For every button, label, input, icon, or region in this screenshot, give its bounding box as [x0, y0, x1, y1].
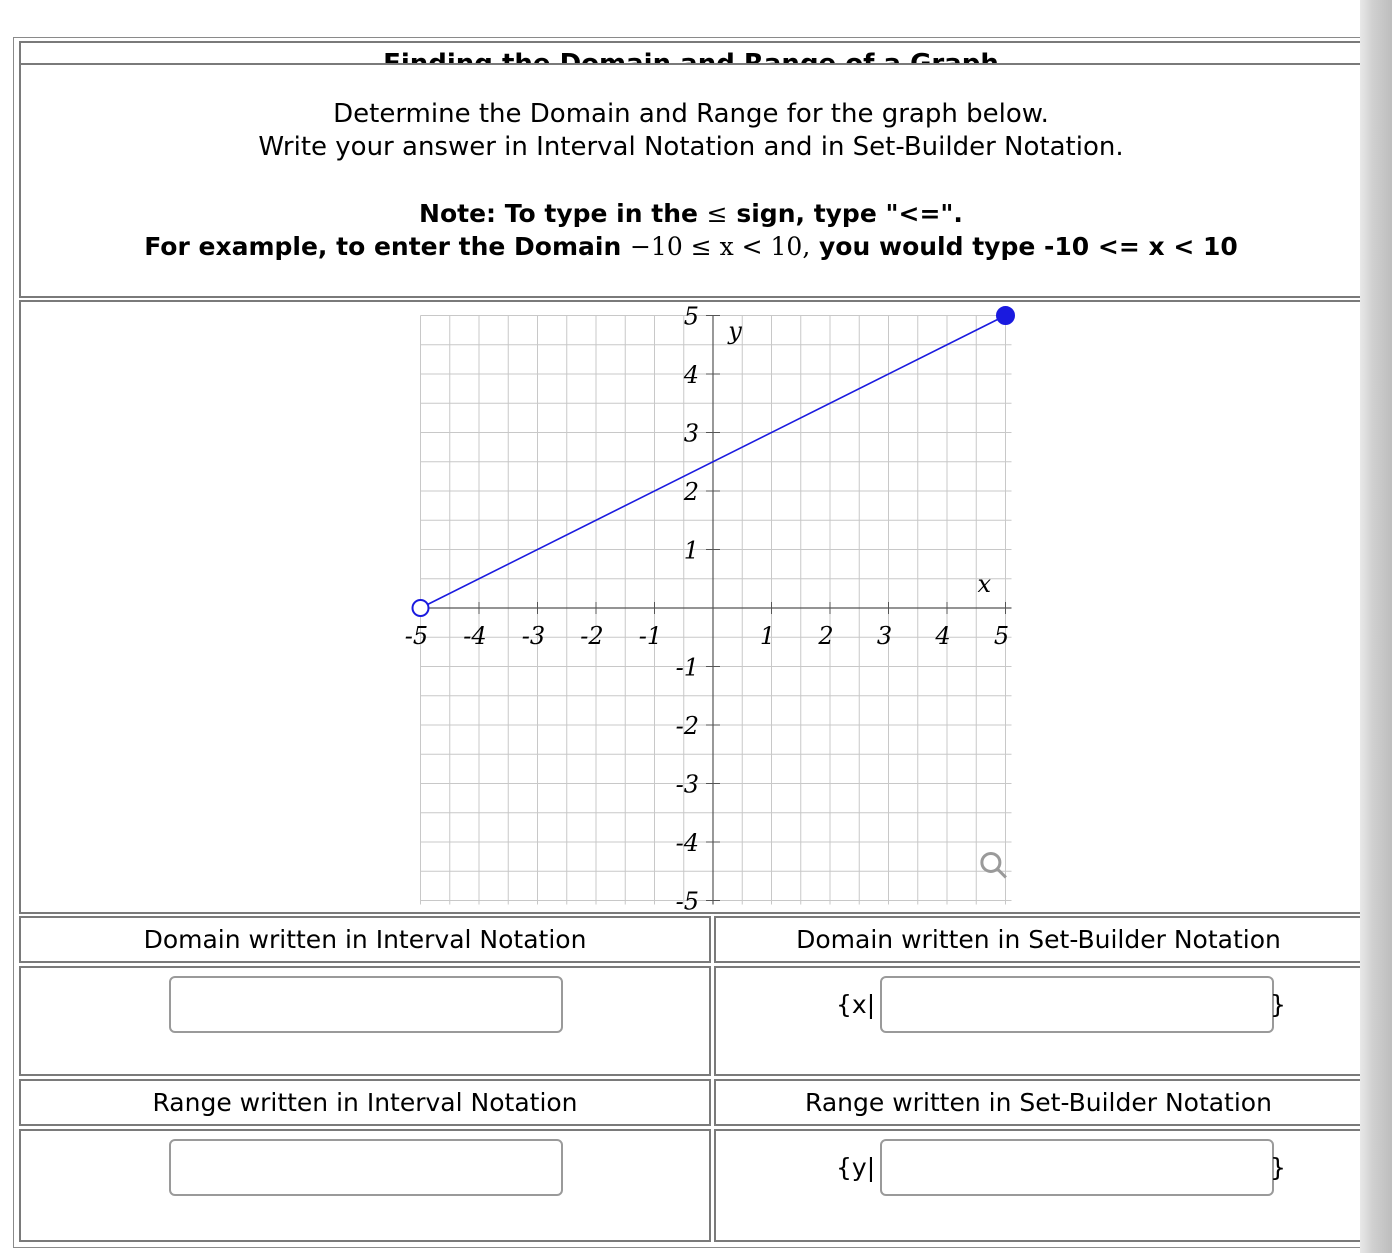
range-interval-header: Range written in Interval Notation: [19, 1079, 711, 1126]
domain-setbuilder-header: Domain written in Set-Builder Notation: [714, 916, 1361, 963]
y-tick-label: -5: [675, 887, 699, 912]
instructions-text: [21, 98, 1361, 164]
example-line: [21, 230, 1361, 263]
range-setbuilder-header: Range written in Set-Builder Notation: [714, 1079, 1361, 1126]
y-tick-label: -3: [675, 770, 699, 799]
x-tick-label: 5: [993, 622, 1010, 650]
range-set-prefix: {y|: [836, 1153, 876, 1182]
range-interval-cell: [19, 1129, 711, 1242]
y-tick-label: -2: [675, 712, 699, 740]
y-tick-label: -4: [675, 829, 699, 857]
range-setbuilder-cell: [714, 1129, 1361, 1242]
range-interval-input[interactable]: [169, 1139, 563, 1196]
example-math: −10 ≤ x < 10,: [629, 232, 811, 261]
y-tick-label: 3: [683, 419, 699, 448]
note-line: [21, 197, 1361, 230]
note-suffix: sign, type "<=".: [736, 199, 963, 228]
coordinate-graph: [21, 302, 1361, 912]
leq-symbol: ≤: [706, 199, 728, 228]
x-tick-label: 4: [935, 622, 951, 650]
domain-interval-header: Domain written in Interval Notation: [19, 916, 711, 963]
domain-interval-cell: [19, 966, 711, 1076]
note-prefix: Note: To type in the: [419, 199, 698, 228]
range-set-close-brace: }: [1270, 1153, 1286, 1182]
instruction-line-2: Write your answer in Interval Notation and in Set-Builder Notation.: [258, 132, 1124, 162]
closed-endpoint: [997, 307, 1015, 325]
magnifier-icon[interactable]: [982, 853, 1006, 877]
instructions-panel: [19, 63, 1361, 298]
range-setbuilder-input[interactable]: [880, 1139, 1274, 1196]
x-tick-label: 3: [876, 622, 893, 650]
domain-set-prefix: {x|: [836, 990, 876, 1019]
domain-setbuilder-cell: [714, 966, 1361, 1076]
example-suffix: you would type -10 <= x < 10: [819, 232, 1238, 261]
y-tick-label: 2: [683, 478, 699, 506]
y-tick-label: -1: [675, 653, 699, 682]
note-text: [21, 197, 1361, 263]
page-scrollbar[interactable]: [1360, 0, 1392, 1253]
x-tick-label: -1: [638, 622, 663, 650]
x-axis-label: x: [977, 570, 992, 598]
domain-setbuilder-input[interactable]: [880, 976, 1274, 1033]
open-endpoint: [413, 600, 429, 616]
x-tick-label: -3: [521, 622, 546, 650]
x-tick-label: 2: [818, 622, 834, 650]
domain-interval-input[interactable]: [169, 976, 563, 1033]
example-prefix: For example, to enter the Domain: [144, 232, 622, 261]
x-tick-label: -2: [580, 622, 604, 650]
x-tick-label: 1: [759, 622, 776, 650]
domain-set-close-brace: }: [1270, 990, 1286, 1019]
instruction-line-1: Determine the Domain and Range for the graph below.: [333, 99, 1049, 129]
y-axis-label: y: [728, 316, 742, 345]
y-tick-label: 5: [683, 302, 699, 331]
y-tick-label: 4: [683, 361, 699, 389]
x-tick-label: -4: [463, 622, 487, 650]
y-tick-label: 1: [683, 536, 699, 565]
x-tick-label: -5: [404, 622, 429, 650]
graph-panel: [19, 300, 1361, 914]
